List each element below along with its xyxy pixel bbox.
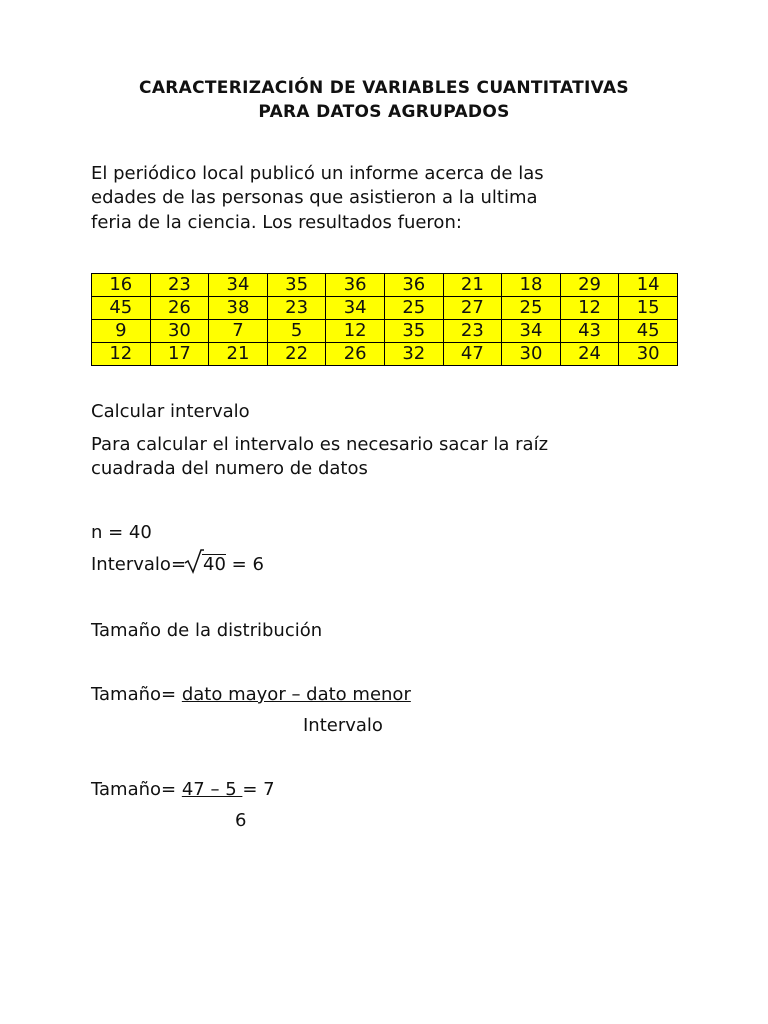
- table-cell: 5: [267, 320, 326, 343]
- table-cell: 12: [560, 297, 619, 320]
- interval-formula-result: = 6: [225, 554, 264, 575]
- table-cell: 47: [443, 343, 502, 366]
- interval-heading: Calcular intervalo: [91, 401, 250, 422]
- table-cell: 23: [150, 274, 209, 297]
- table-cell: 14: [619, 274, 678, 297]
- table-cell: 36: [326, 274, 385, 297]
- size-calc-denominator: 6: [235, 810, 247, 831]
- table-cell: 27: [443, 297, 502, 320]
- square-root-expression: [186, 552, 226, 578]
- table-cell: 45: [92, 297, 151, 320]
- table-cell: 9: [92, 320, 151, 343]
- table-cell: 12: [326, 320, 385, 343]
- table-cell: 30: [502, 343, 561, 366]
- size-calc-numerator: 47 – 5: [181, 779, 243, 800]
- table-cell: 45: [619, 320, 678, 343]
- table-cell: 36: [384, 274, 443, 297]
- table-cell: 15: [619, 297, 678, 320]
- size-calc-label: Tamaño=: [91, 779, 182, 800]
- table-cell: 24: [560, 343, 619, 366]
- document-title-line-2: PARA DATOS AGRUPADOS: [258, 102, 510, 122]
- table-cell: 35: [384, 320, 443, 343]
- size-calc-result: = 7: [242, 779, 275, 800]
- document-title-line-1: CARACTERIZACIÓN DE VARIABLES CUANTITATIVAS: [139, 78, 629, 98]
- size-heading: Tamaño de la distribución: [91, 620, 323, 641]
- table-row: [92, 343, 678, 366]
- table-cell: 29: [560, 274, 619, 297]
- table-cell: 18: [502, 274, 561, 297]
- table-cell: 26: [150, 297, 209, 320]
- table-row: [92, 297, 678, 320]
- table-cell: 35: [267, 274, 326, 297]
- table-cell: 25: [384, 297, 443, 320]
- square-root-icon: [184, 548, 204, 574]
- intro-line-2: edades de las personas que asistieron a la ultima: [91, 187, 538, 208]
- table-cell: 25: [502, 297, 561, 320]
- table-cell: 30: [619, 343, 678, 366]
- table-row: [92, 274, 678, 297]
- interval-formula-label: Intervalo=: [91, 554, 187, 575]
- table-cell: 43: [560, 320, 619, 343]
- table-cell: 34: [326, 297, 385, 320]
- interval-formula: [91, 552, 264, 578]
- interval-explanation-line-2: cuadrada del numero de datos: [91, 458, 368, 479]
- table-cell: 16: [92, 274, 151, 297]
- table-cell: 23: [267, 297, 326, 320]
- table-cell: 21: [443, 274, 502, 297]
- size-calculation: [91, 777, 275, 803]
- n-value-line: n = 40: [91, 522, 152, 543]
- table-cell: 38: [209, 297, 268, 320]
- table-cell: 32: [384, 343, 443, 366]
- intro-line-3: feria de la ciencia. Los resultados fueron:: [91, 212, 462, 233]
- table-cell: 23: [443, 320, 502, 343]
- interval-explanation-line-1: Para calcular el intervalo es necesario sacar la raíz: [91, 434, 549, 455]
- table-cell: 21: [209, 343, 268, 366]
- radicand: 40: [203, 554, 226, 575]
- table-cell: 12: [92, 343, 151, 366]
- table-cell: 22: [267, 343, 326, 366]
- size-formula-denominator: Intervalo: [303, 715, 383, 736]
- table-cell: 7: [209, 320, 268, 343]
- table-cell: 30: [150, 320, 209, 343]
- intro-line-1: El periódico local publicó un informe acerca de las: [91, 163, 544, 184]
- size-formula-label: Tamaño=: [91, 684, 182, 705]
- table-cell: 26: [326, 343, 385, 366]
- size-formula-numerator: dato mayor – dato menor: [181, 684, 411, 705]
- table-cell: 34: [502, 320, 561, 343]
- ages-data-table: [91, 273, 678, 366]
- table-cell: 34: [209, 274, 268, 297]
- table-row: [92, 320, 678, 343]
- size-formula: [91, 682, 411, 708]
- table-cell: 17: [150, 343, 209, 366]
